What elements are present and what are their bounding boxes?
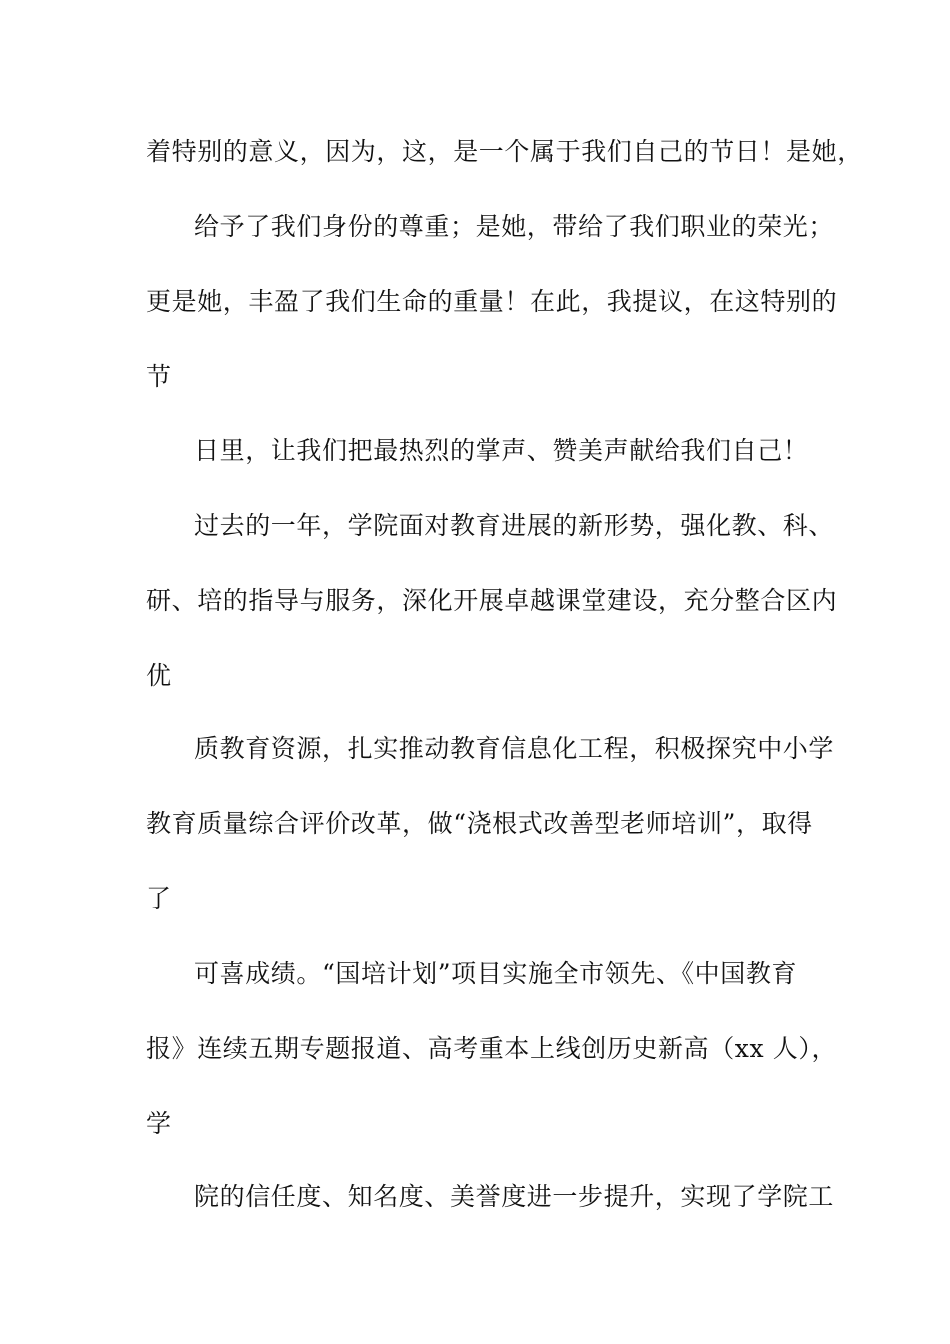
text-line: 研、培的指导与服务，深化开展卓越课堂建设，充分整合区内 xyxy=(146,586,838,615)
text-line: 过去的一年，学院面对教育进展的新形势，强化教、科、 xyxy=(194,511,835,540)
text-line: 节 xyxy=(146,362,172,391)
text-line: 学 xyxy=(146,1109,172,1138)
text-line: 优 xyxy=(146,661,172,690)
text-line: 着特别的意义，因为，这，是一个属于我们自己的节日！是她， xyxy=(146,137,863,166)
text-line: 给予了我们身份的尊重；是她，带给了我们职业的荣光； xyxy=(194,212,835,241)
text-line: 质教育资源，扎实推动教育信息化工程，积极探究中小学 xyxy=(194,734,835,763)
text-line: 日里，让我们把最热烈的掌声、赞美声献给我们自己！ xyxy=(194,436,809,465)
text-line: 教育质量综合评价改革，做“浇根式改善型老师培训”，取得 xyxy=(146,809,813,838)
text-line: 院的信任度、知名度、美誉度进一步提升，实现了学院工 xyxy=(194,1182,835,1211)
text-line: 报》连续五期专题报道、高考重本上线创历史新高（xx 人）， xyxy=(146,1034,838,1063)
text-line: 更是她，丰盈了我们生命的重量！在此，我提议，在这特别的 xyxy=(146,287,838,316)
text-line: 了 xyxy=(146,884,172,913)
text-line: 可喜成绩。“国培计划”项目实施全市领先、《中国教育 xyxy=(194,959,798,988)
